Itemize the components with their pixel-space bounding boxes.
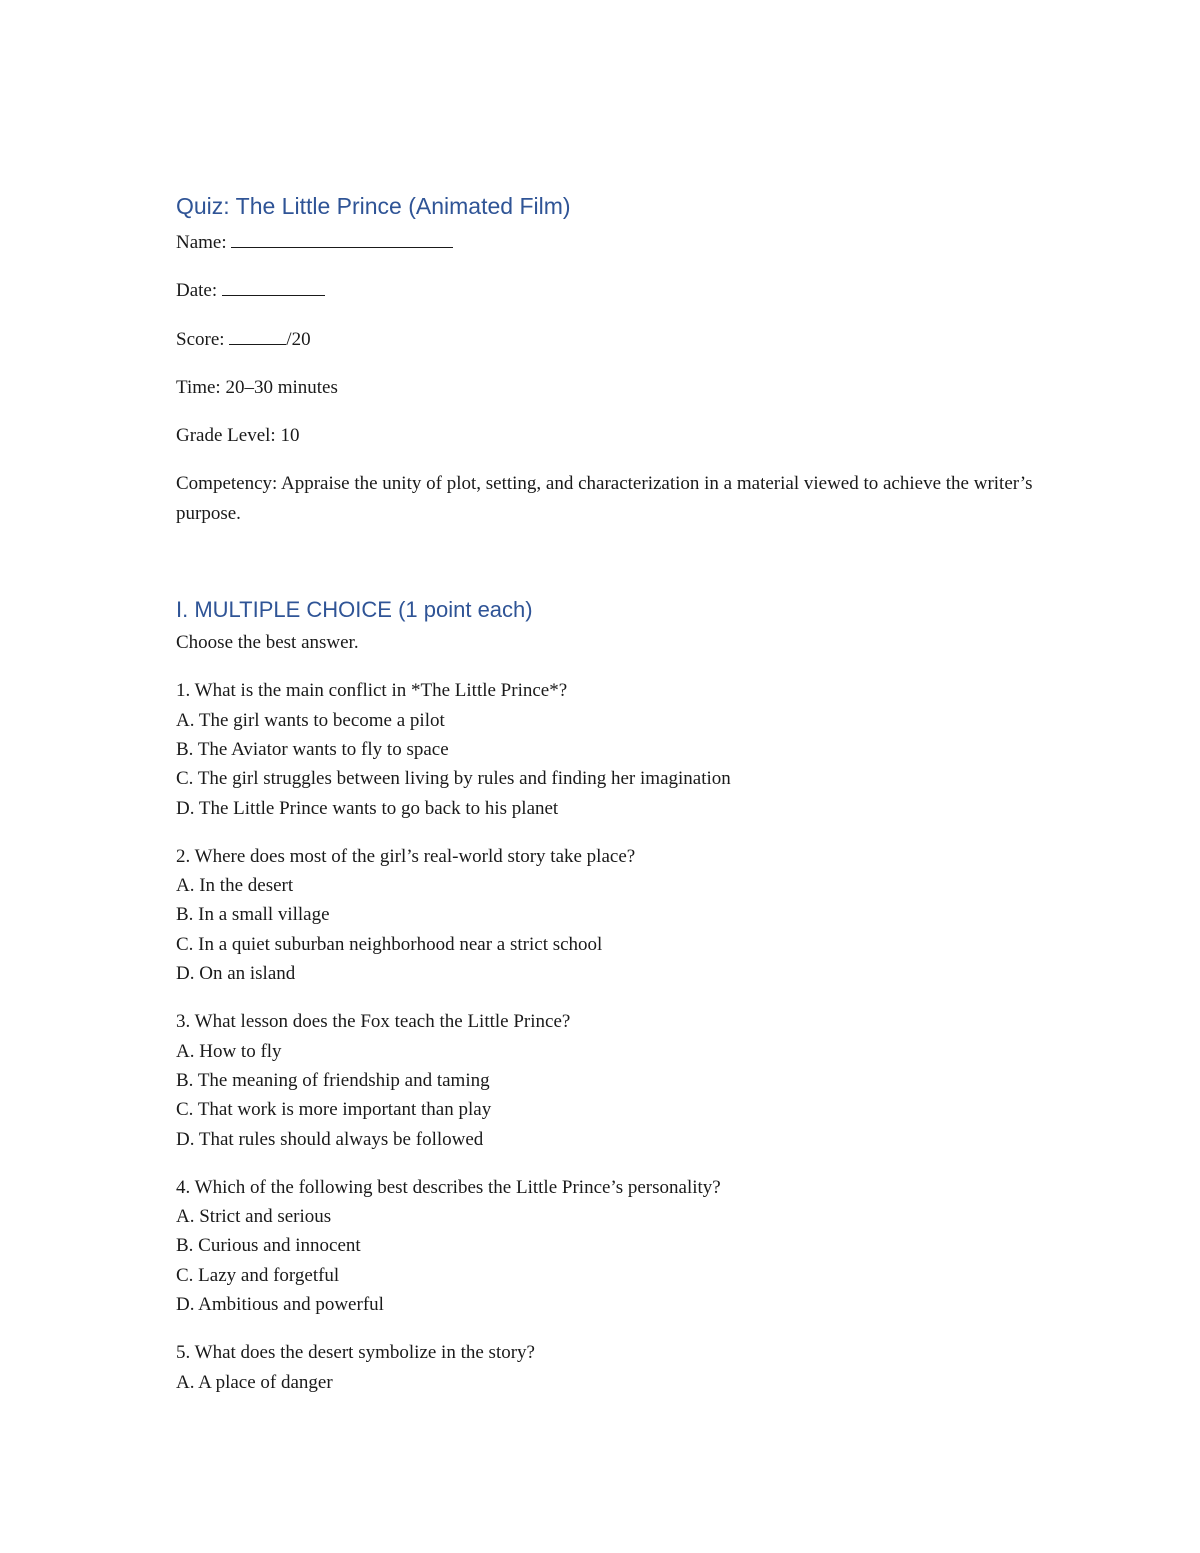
grade-level-field: Grade Level: 10 (176, 425, 300, 447)
question-text: 5. What does the desert symbolize in the story? (176, 1342, 535, 1364)
answer-option: A. A place of danger (176, 1371, 333, 1393)
time-field: Time: 20–30 minutes (176, 376, 338, 398)
section-heading-multiple-choice: I. MULTIPLE CHOICE (1 point each) (176, 597, 533, 623)
score-field (176, 325, 1056, 354)
answer-option: C. Lazy and forgetful (176, 1264, 340, 1286)
answer-option: A. In the desert (176, 875, 294, 897)
question-text: 1. What is the main conflict in *The Little Prince*? (176, 680, 568, 702)
answer-option: C. In a quiet suburban neighborhood near a strict school (176, 933, 603, 955)
date-blank-line[interactable] (222, 277, 325, 296)
answer-option: A. How to fly (176, 1040, 282, 1062)
name-field (176, 228, 1056, 257)
answer-option: C. That work is more important than play (176, 1099, 492, 1121)
score-label: Score: (176, 328, 225, 350)
date-label: Date: (176, 280, 218, 302)
question-1 (176, 676, 1056, 822)
question-3 (176, 1007, 1056, 1153)
name-label: Name: (176, 232, 227, 253)
answer-option: A. Strict and serious (176, 1206, 332, 1228)
answer-option: A. The girl wants to become a pilot (176, 709, 445, 731)
page-title: Quiz: The Little Prince (Animated Film) (176, 193, 571, 219)
section-instructions: Choose the best answer. (176, 632, 359, 654)
question-5 (176, 1338, 1056, 1397)
question-2 (176, 842, 1056, 988)
score-blank-line[interactable] (229, 326, 286, 345)
question-4 (176, 1173, 1056, 1319)
competency-field: Competency: Appraise the unity of plot, setting, and characterization in a material viewed to achieve the writer’s purpose. (176, 473, 1033, 524)
answer-option: D. That rules should always be followed (176, 1128, 484, 1150)
answer-option: D. Ambitious and powerful (176, 1294, 384, 1316)
answer-option: B. The meaning of friendship and taming (176, 1069, 490, 1091)
answer-option: D. The Little Prince wants to go back to his planet (176, 797, 559, 819)
name-blank-line[interactable] (231, 229, 453, 248)
answer-option: C. The girl struggles between living by rules and finding her imagination (176, 768, 731, 790)
answer-option: D. On an island (176, 963, 296, 985)
answer-option: B. In a small village (176, 904, 330, 926)
score-total: /20 (286, 328, 311, 350)
answer-option: B. The Aviator wants to fly to space (176, 738, 449, 760)
question-text: 4. Which of the following best describes the Little Prince’s personality? (176, 1176, 721, 1198)
answer-option: B. Curious and innocent (176, 1235, 361, 1257)
quiz-document (176, 188, 1056, 1416)
date-field (176, 276, 1056, 305)
question-text: 2. Where does most of the girl’s real-world story take place? (176, 845, 636, 867)
question-text: 3. What lesson does the Fox teach the Little Prince? (176, 1011, 571, 1033)
